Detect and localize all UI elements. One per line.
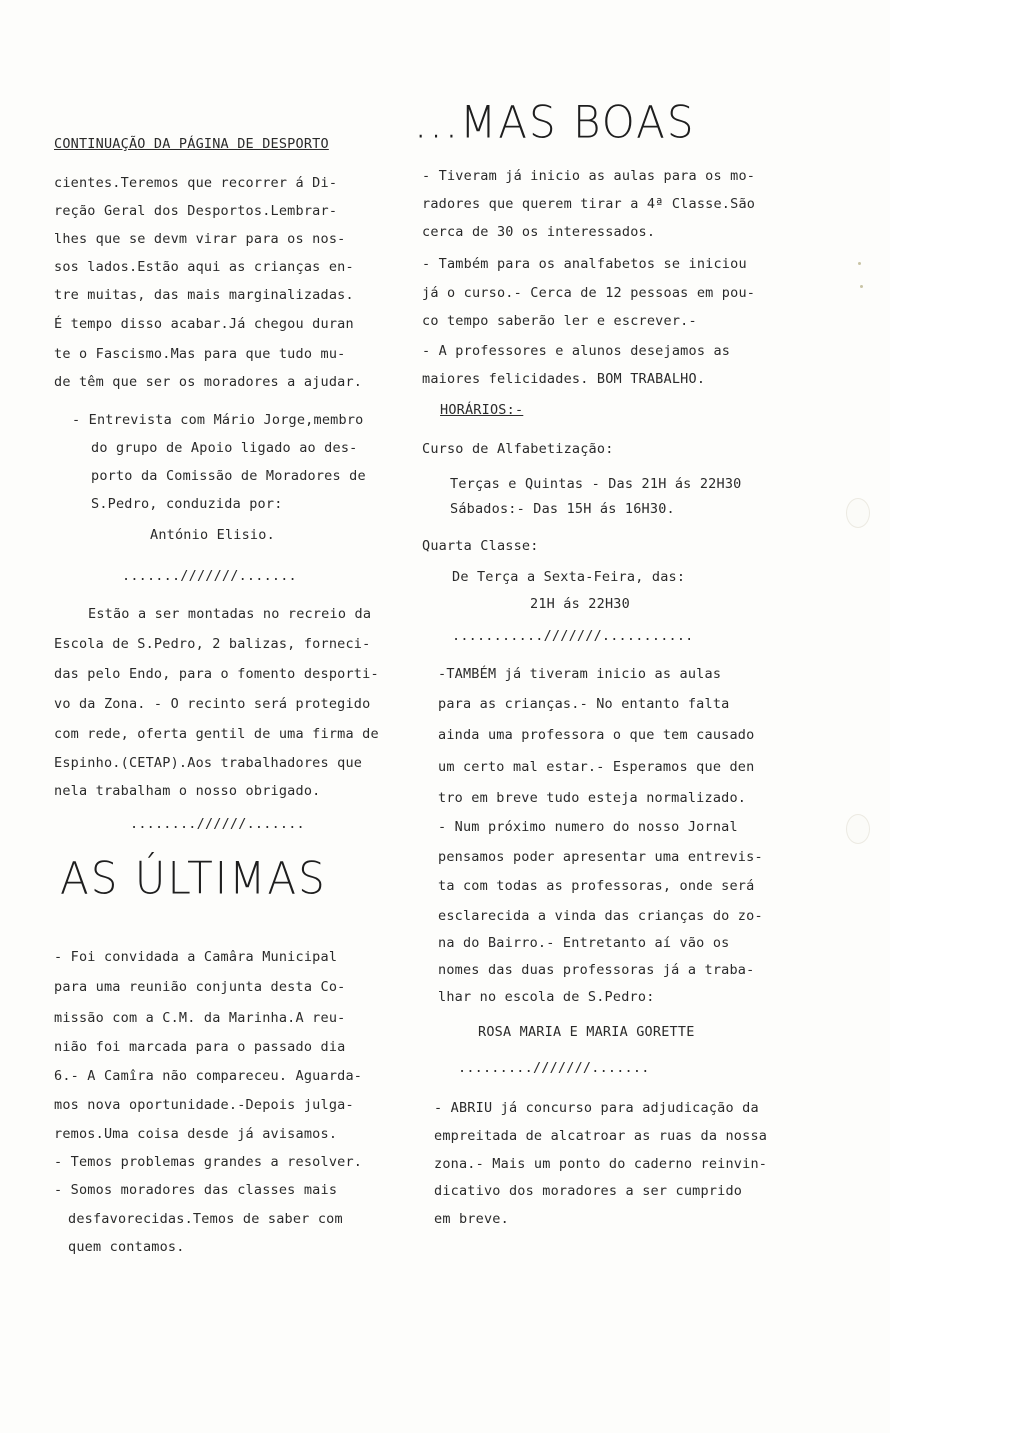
right-line: esclarecida a vinda das crianças do zo- [438, 908, 763, 924]
left-line: S.Pedro, conduzida por: [91, 496, 283, 512]
right-line: ainda uma professora o que tem causado [438, 727, 755, 743]
right-line: para as crianças.- No entanto falta [438, 696, 730, 712]
right-line: maiores felicidades. BOM TRABALHO. [422, 371, 706, 387]
left-line: nela trabalham o nosso obrigado. [54, 783, 321, 799]
left-line: - Entrevista com Mário Jorge,membro [72, 412, 364, 428]
right-line: - Também para os analfabetos se iniciou [422, 256, 747, 272]
continuation-title: CONTINUAÇÃO DA PÁGINA DE DESPORTO [54, 136, 329, 152]
left-line: Estão a ser montadas no recreio da [88, 606, 372, 622]
right-line: já o curso.- Cerca de 12 pessoas em pou- [422, 285, 756, 301]
left-line: - Temos problemas grandes a resolver. [54, 1154, 363, 1170]
left-separator: ........//////....... [130, 816, 305, 832]
right-line: -TAMBÉM já tiveram inicio as aulas [438, 666, 722, 682]
right-separator: ...........///////........... [452, 628, 694, 644]
left-line: Espinho.(CETAP).Aos trabalhadores que [54, 755, 363, 771]
right-line: radores que querem tirar a 4ª Classe.São [422, 196, 756, 212]
punch-hole-mark [846, 498, 870, 528]
paper-speck [860, 285, 863, 288]
right-line: um certo mal estar.- Esperamos que den [438, 759, 755, 775]
left-line: vo da Zona. - O recinto será protegido [54, 696, 371, 712]
left-line: do grupo de Apoio ligado ao des- [91, 440, 358, 456]
right-separator: .........///////....... [458, 1060, 650, 1076]
right-line: tro em breve tudo esteja normalizado. [438, 790, 747, 806]
right-line: - Num próximo numero do nosso Jornal [438, 819, 738, 835]
section-title-mas-boas: ...MAS BOAS [414, 96, 696, 149]
right-line: zona.- Mais um ponto do caderno reinvin- [434, 1156, 768, 1172]
left-line: Escola de S.Pedro, 2 balizas, forneci- [54, 636, 371, 652]
right-line: dicativo dos moradores a ser cumprido [434, 1183, 743, 1199]
right-line: co tempo saberão ler e escrever.- [422, 313, 697, 329]
section-title-as-ultimas: AS ÚLTIMAS [60, 852, 327, 905]
left-line: sos lados.Estão aqui as crianças en- [54, 259, 354, 275]
left-separator: .......///////....... [122, 568, 297, 584]
left-line: te o Fascismo.Mas para que tudo mu- [54, 346, 346, 362]
left-line: António Elisio. [150, 527, 275, 543]
left-line: mos nova oportunidade.-Depois julga- [54, 1097, 354, 1113]
right-line: empreitada de alcatroar as ruas da nossa [434, 1128, 768, 1144]
left-line: reção Geral dos Desportos.Lembrar- [54, 203, 338, 219]
left-line: para uma reunião conjunta desta Co- [54, 979, 346, 995]
left-line: É tempo disso acabar.Já chegou duran [54, 316, 354, 332]
right-line: De Terça a Sexta-Feira, das: [452, 569, 686, 585]
left-line: nião foi marcada para o passado dia [54, 1039, 346, 1055]
right-line: ta com todas as professoras, onde será [438, 878, 755, 894]
left-line: porto da Comissão de Moradores de [91, 468, 366, 484]
left-line: cientes.Teremos que recorrer á Di- [54, 175, 338, 191]
right-line: Terças e Quintas - Das 21H ás 22H30 [450, 476, 742, 492]
right-line: Quarta Classe: [422, 538, 539, 554]
right-line: Curso de Alfabetização: [422, 441, 614, 457]
left-line: de têm que ser os moradores a ajudar. [54, 374, 363, 390]
right-line: pensamos poder apresentar uma entrevis- [438, 849, 763, 865]
left-line: desfavorecidas.Temos de saber com [68, 1211, 343, 1227]
right-line: - Tiveram já inicio as aulas para os mo- [422, 168, 756, 184]
punch-hole-mark [846, 814, 870, 844]
left-line: das pelo Endo, para o fomento desporti- [54, 666, 379, 682]
right-line: Sábados:- Das 15H ás 16H30. [450, 501, 675, 517]
right-line: lhar no escola de S.Pedro: [438, 989, 655, 1005]
right-line: cerca de 30 os interessados. [422, 224, 656, 240]
left-line: - Somos moradores das classes mais [54, 1182, 338, 1198]
right-line: - A professores e alunos desejamos as [422, 343, 731, 359]
teacher-names: ROSA MARIA E MARIA GORETTE [478, 1024, 695, 1040]
right-line: 21H ás 22H30 [530, 596, 630, 612]
left-line: missão com a C.M. da Marinha.A reu- [54, 1010, 346, 1026]
left-line: 6.- A Camîra não compareceu. Aguarda- [54, 1068, 363, 1084]
left-line: tre muitas, das mais marginalizadas. [54, 287, 354, 303]
right-line: na do Bairro.- Entretanto aí vão os [438, 935, 730, 951]
left-line: - Foi convidada a Camâra Municipal [54, 949, 338, 965]
paper-speck [858, 262, 861, 265]
left-line: lhes que se devm virar para os nos- [54, 231, 346, 247]
left-line: remos.Uma coisa desde já avisamos. [54, 1126, 338, 1142]
right-line: - ABRIU já concurso para adjudicação da [434, 1100, 759, 1116]
right-line: em breve. [434, 1211, 509, 1227]
left-line: quem contamos. [68, 1239, 185, 1255]
page-edge [890, 0, 1012, 1433]
left-line: com rede, oferta gentil de uma firma de [54, 726, 379, 742]
right-line: nomes das duas professoras já a traba- [438, 962, 755, 978]
horarios-heading: HORÁRIOS:- [440, 402, 524, 418]
